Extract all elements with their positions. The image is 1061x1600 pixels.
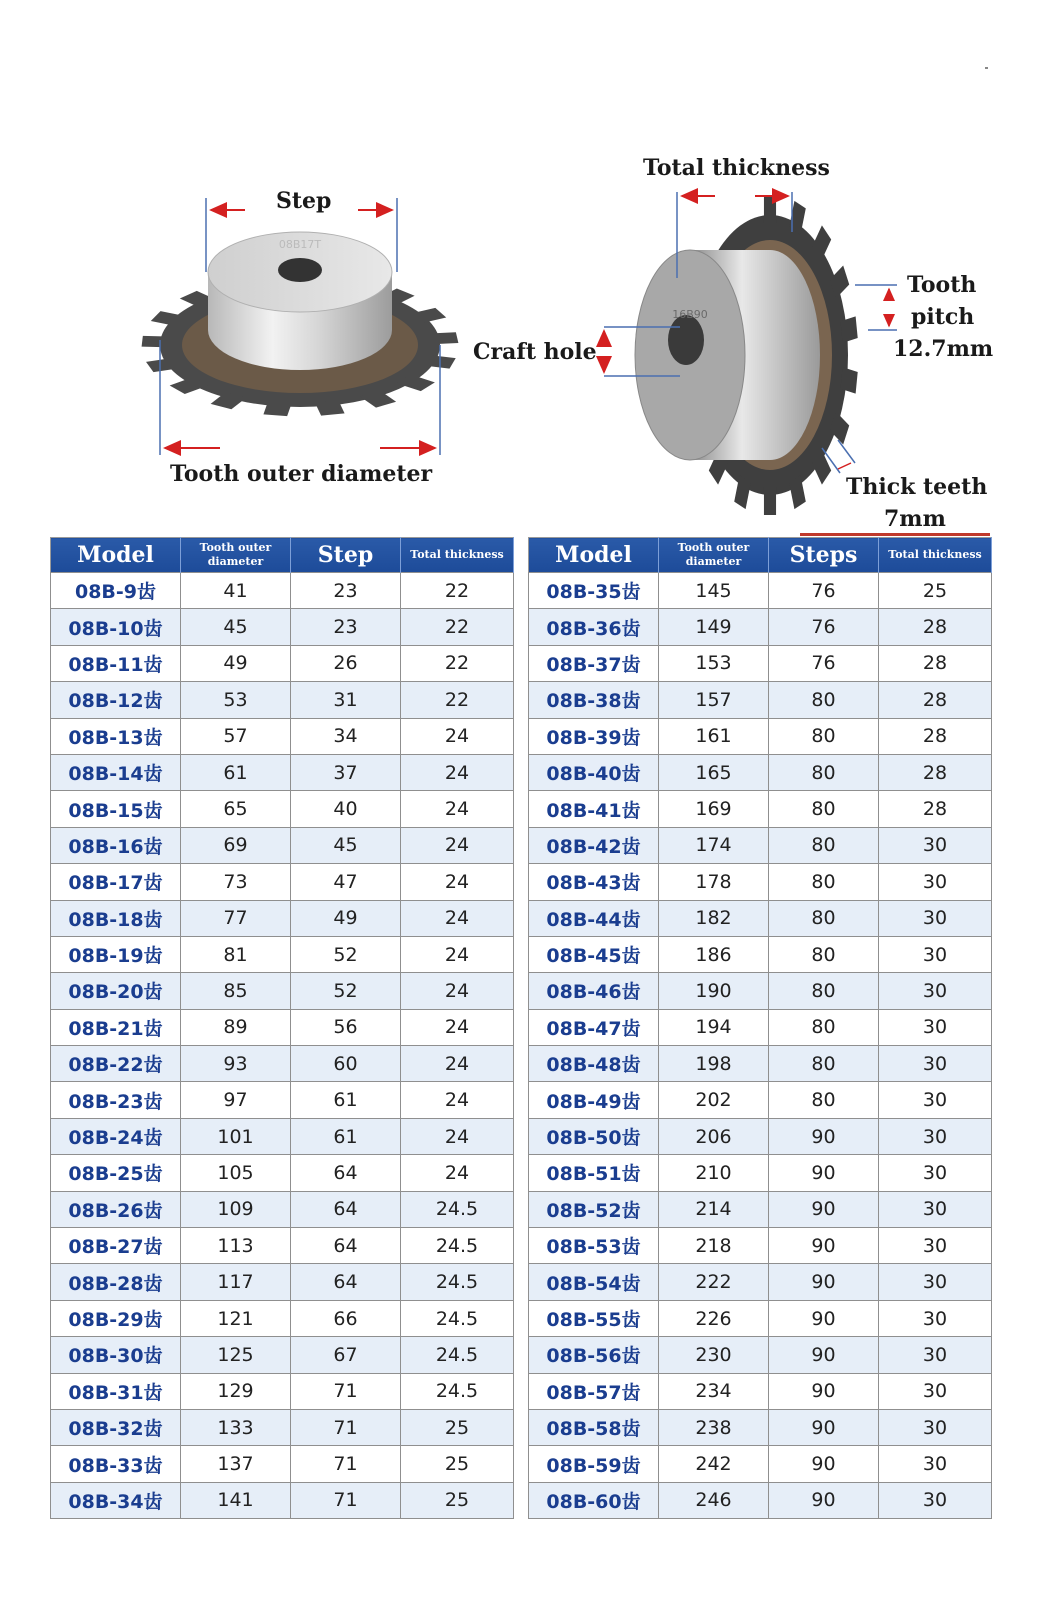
cell-total-thickness: 30 <box>879 1118 992 1154</box>
cell-model: 08B-33齿 <box>51 1446 181 1482</box>
cell-step: 80 <box>769 936 879 972</box>
cell-step: 60 <box>291 1046 401 1082</box>
cell-tooth-outer-diameter: 93 <box>181 1046 291 1082</box>
label-tooth-outer-diameter: Tooth outer diameter <box>170 461 433 487</box>
cell-tooth-outer-diameter: 161 <box>659 718 769 754</box>
cell-total-thickness: 30 <box>879 1264 992 1300</box>
cell-total-thickness: 24 <box>401 1082 514 1118</box>
cell-total-thickness: 30 <box>879 1373 992 1409</box>
table-row <box>529 827 992 863</box>
table-row <box>51 718 514 754</box>
cell-total-thickness: 30 <box>879 864 992 900</box>
cell-total-thickness: 24.5 <box>401 1191 514 1227</box>
cell-step: 23 <box>291 609 401 645</box>
cell-tooth-outer-diameter: 230 <box>659 1337 769 1373</box>
cell-tooth-outer-diameter: 210 <box>659 1155 769 1191</box>
table-header-row <box>51 538 514 573</box>
table-row <box>51 1009 514 1045</box>
cell-total-thickness: 28 <box>879 645 992 681</box>
table-row <box>529 1009 992 1045</box>
table-row <box>529 973 992 1009</box>
cell-step: 80 <box>769 827 879 863</box>
cell-total-thickness: 30 <box>879 1046 992 1082</box>
cell-tooth-outer-diameter: 242 <box>659 1446 769 1482</box>
table-row <box>529 864 992 900</box>
header-tooth-outer-diameter: Tooth outer diameter <box>181 538 291 573</box>
table-row <box>529 936 992 972</box>
cell-total-thickness: 30 <box>879 1155 992 1191</box>
cell-tooth-outer-diameter: 153 <box>659 645 769 681</box>
cell-total-thickness: 30 <box>879 900 992 936</box>
cell-total-thickness: 25 <box>401 1482 514 1518</box>
cell-step: 66 <box>291 1300 401 1336</box>
cell-model: 08B-39齿 <box>529 718 659 754</box>
cell-step: 80 <box>769 1009 879 1045</box>
header-total-thickness: Total thickness <box>879 538 992 573</box>
cell-model: 08B-28齿 <box>51 1264 181 1300</box>
table-row <box>51 754 514 790</box>
cell-step: 80 <box>769 682 879 718</box>
cell-model: 08B-20齿 <box>51 973 181 1009</box>
spec-table-left <box>50 537 514 1519</box>
cell-total-thickness: 25 <box>879 573 992 609</box>
cell-total-thickness: 24 <box>401 973 514 1009</box>
cell-model: 08B-23齿 <box>51 1082 181 1118</box>
cell-step: 90 <box>769 1373 879 1409</box>
table-row <box>51 1228 514 1264</box>
accent-rule <box>800 533 990 536</box>
cell-model: 08B-12齿 <box>51 682 181 718</box>
cell-step: 80 <box>769 1082 879 1118</box>
table-row <box>51 973 514 1009</box>
cell-total-thickness: 24 <box>401 1046 514 1082</box>
cell-total-thickness: 24 <box>401 936 514 972</box>
cell-tooth-outer-diameter: 226 <box>659 1300 769 1336</box>
cell-model: 08B-25齿 <box>51 1155 181 1191</box>
header-steps: Steps <box>769 538 879 573</box>
table-row <box>529 573 992 609</box>
cell-step: 23 <box>291 573 401 609</box>
cell-tooth-outer-diameter: 49 <box>181 645 291 681</box>
sprocket-diagram-area <box>0 0 1061 535</box>
label-tooth-pitch-line1: Tooth <box>907 272 977 298</box>
cell-step: 52 <box>291 936 401 972</box>
cell-step: 76 <box>769 609 879 645</box>
cell-model: 08B-57齿 <box>529 1373 659 1409</box>
cell-total-thickness: 24 <box>401 791 514 827</box>
cell-tooth-outer-diameter: 121 <box>181 1300 291 1336</box>
cell-tooth-outer-diameter: 53 <box>181 682 291 718</box>
cell-total-thickness: 30 <box>879 973 992 1009</box>
cell-model: 08B-51齿 <box>529 1155 659 1191</box>
table-row <box>51 1373 514 1409</box>
cell-total-thickness: 25 <box>401 1446 514 1482</box>
table-row <box>51 1409 514 1445</box>
cell-total-thickness: 22 <box>401 645 514 681</box>
cell-step: 90 <box>769 1264 879 1300</box>
sprocket-illustration <box>0 0 1061 535</box>
cell-step: 80 <box>769 1046 879 1082</box>
cell-total-thickness: 24 <box>401 1155 514 1191</box>
cell-model: 08B-10齿 <box>51 609 181 645</box>
thickness-marker-icon <box>838 463 851 469</box>
table-row <box>51 791 514 827</box>
cell-total-thickness: 30 <box>879 1300 992 1336</box>
cell-model: 08B-26齿 <box>51 1191 181 1227</box>
cell-model: 08B-13齿 <box>51 718 181 754</box>
cell-tooth-outer-diameter: 234 <box>659 1373 769 1409</box>
cell-tooth-outer-diameter: 73 <box>181 864 291 900</box>
cell-total-thickness: 24 <box>401 900 514 936</box>
cell-total-thickness: 24.5 <box>401 1264 514 1300</box>
cell-step: 80 <box>769 791 879 827</box>
cell-model: 08B-32齿 <box>51 1409 181 1445</box>
table-row <box>51 1264 514 1300</box>
cell-step: 80 <box>769 973 879 1009</box>
cell-tooth-outer-diameter: 178 <box>659 864 769 900</box>
cell-step: 76 <box>769 645 879 681</box>
cell-tooth-outer-diameter: 174 <box>659 827 769 863</box>
cell-total-thickness: 24.5 <box>401 1228 514 1264</box>
cell-tooth-outer-diameter: 65 <box>181 791 291 827</box>
cell-tooth-outer-diameter: 41 <box>181 573 291 609</box>
cell-model: 08B-56齿 <box>529 1337 659 1373</box>
cell-tooth-outer-diameter: 89 <box>181 1009 291 1045</box>
header-model: Model <box>529 538 659 573</box>
cell-model: 08B-34齿 <box>51 1482 181 1518</box>
cell-total-thickness: 30 <box>879 1482 992 1518</box>
cell-total-thickness: 30 <box>879 827 992 863</box>
cell-model: 08B-27齿 <box>51 1228 181 1264</box>
cell-tooth-outer-diameter: 133 <box>181 1409 291 1445</box>
label-thick-teeth: Thick teeth <box>846 474 988 500</box>
cell-model: 08B-15齿 <box>51 791 181 827</box>
cell-model: 08B-53齿 <box>529 1228 659 1264</box>
cell-step: 40 <box>291 791 401 827</box>
cell-model: 08B-49齿 <box>529 1082 659 1118</box>
cell-model: 08B-14齿 <box>51 754 181 790</box>
cell-step: 76 <box>769 573 879 609</box>
cell-total-thickness: 30 <box>879 1409 992 1445</box>
cell-model: 08B-50齿 <box>529 1118 659 1154</box>
table-row <box>51 900 514 936</box>
cell-total-thickness: 28 <box>879 682 992 718</box>
cell-total-thickness: 28 <box>879 754 992 790</box>
cell-tooth-outer-diameter: 145 <box>659 573 769 609</box>
cell-total-thickness: 24 <box>401 864 514 900</box>
label-total-thickness: Total thickness <box>643 155 830 181</box>
table-row <box>529 1300 992 1336</box>
cell-tooth-outer-diameter: 190 <box>659 973 769 1009</box>
cell-step: 71 <box>291 1373 401 1409</box>
cell-total-thickness: 30 <box>879 936 992 972</box>
table-row <box>51 1300 514 1336</box>
cell-tooth-outer-diameter: 186 <box>659 936 769 972</box>
cell-total-thickness: 24.5 <box>401 1373 514 1409</box>
cell-model: 08B-30齿 <box>51 1337 181 1373</box>
table-row <box>51 645 514 681</box>
cell-model: 08B-24齿 <box>51 1118 181 1154</box>
cell-tooth-outer-diameter: 169 <box>659 791 769 827</box>
table-row <box>529 645 992 681</box>
cell-model: 08B-21齿 <box>51 1009 181 1045</box>
cell-model: 08B-60齿 <box>529 1482 659 1518</box>
cell-tooth-outer-diameter: 101 <box>181 1118 291 1154</box>
cell-total-thickness: 25 <box>401 1409 514 1445</box>
table-row <box>51 682 514 718</box>
cell-tooth-outer-diameter: 125 <box>181 1337 291 1373</box>
cell-model: 08B-22齿 <box>51 1046 181 1082</box>
cell-tooth-outer-diameter: 202 <box>659 1082 769 1118</box>
cell-step: 90 <box>769 1228 879 1264</box>
cell-model: 08B-47齿 <box>529 1009 659 1045</box>
cell-step: 71 <box>291 1409 401 1445</box>
cell-model: 08B-46齿 <box>529 973 659 1009</box>
cell-step: 90 <box>769 1191 879 1227</box>
cell-tooth-outer-diameter: 206 <box>659 1118 769 1154</box>
label-step: Step <box>276 188 332 214</box>
cell-tooth-outer-diameter: 165 <box>659 754 769 790</box>
cell-step: 71 <box>291 1482 401 1518</box>
cell-step: 90 <box>769 1155 879 1191</box>
spec-table-right <box>528 537 992 1519</box>
cell-model: 08B-38齿 <box>529 682 659 718</box>
cell-step: 71 <box>291 1446 401 1482</box>
cell-step: 61 <box>291 1118 401 1154</box>
cell-tooth-outer-diameter: 77 <box>181 900 291 936</box>
table-row <box>529 791 992 827</box>
table-row <box>529 1118 992 1154</box>
cell-tooth-outer-diameter: 85 <box>181 973 291 1009</box>
table-row <box>51 609 514 645</box>
cell-total-thickness: 28 <box>879 718 992 754</box>
table-row <box>529 1191 992 1227</box>
table-row <box>529 1373 992 1409</box>
cell-total-thickness: 24 <box>401 1118 514 1154</box>
cell-total-thickness: 24.5 <box>401 1300 514 1336</box>
header-step: Step <box>291 538 401 573</box>
cell-model: 08B-40齿 <box>529 754 659 790</box>
table-row <box>529 1082 992 1118</box>
label-thick-teeth-value: 7mm <box>884 506 946 532</box>
cell-step: 90 <box>769 1337 879 1373</box>
cell-tooth-outer-diameter: 222 <box>659 1264 769 1300</box>
cell-step: 64 <box>291 1155 401 1191</box>
cell-model: 08B-54齿 <box>529 1264 659 1300</box>
cell-step: 47 <box>291 864 401 900</box>
left-sprocket <box>142 198 459 455</box>
cell-tooth-outer-diameter: 45 <box>181 609 291 645</box>
header-tooth-outer-diameter: Tooth outer diameter <box>659 538 769 573</box>
cell-step: 80 <box>769 754 879 790</box>
cell-total-thickness: 30 <box>879 1191 992 1227</box>
cell-tooth-outer-diameter: 194 <box>659 1009 769 1045</box>
table-row <box>51 864 514 900</box>
cell-step: 90 <box>769 1118 879 1154</box>
cell-model: 08B-16齿 <box>51 827 181 863</box>
header-total-thickness: Total thickness <box>401 538 514 573</box>
table-row <box>51 1446 514 1482</box>
table-row <box>529 1409 992 1445</box>
table-row <box>51 573 514 609</box>
cell-step: 34 <box>291 718 401 754</box>
cell-total-thickness: 30 <box>879 1009 992 1045</box>
cell-tooth-outer-diameter: 246 <box>659 1482 769 1518</box>
cell-step: 67 <box>291 1337 401 1373</box>
cell-model: 08B-37齿 <box>529 645 659 681</box>
cell-step: 80 <box>769 864 879 900</box>
cell-total-thickness: 24 <box>401 718 514 754</box>
table-row <box>529 900 992 936</box>
cell-tooth-outer-diameter: 69 <box>181 827 291 863</box>
cell-step: 90 <box>769 1409 879 1445</box>
cell-tooth-outer-diameter: 238 <box>659 1409 769 1445</box>
cell-total-thickness: 30 <box>879 1082 992 1118</box>
cell-total-thickness: 24 <box>401 754 514 790</box>
cell-model: 08B-52齿 <box>529 1191 659 1227</box>
cell-step: 37 <box>291 754 401 790</box>
cell-tooth-outer-diameter: 137 <box>181 1446 291 1482</box>
cell-total-thickness: 24.5 <box>401 1337 514 1373</box>
table-row <box>529 1155 992 1191</box>
table-row <box>51 1482 514 1518</box>
cell-tooth-outer-diameter: 198 <box>659 1046 769 1082</box>
cell-step: 90 <box>769 1446 879 1482</box>
cell-model: 08B-31齿 <box>51 1373 181 1409</box>
cell-tooth-outer-diameter: 61 <box>181 754 291 790</box>
cell-tooth-outer-diameter: 105 <box>181 1155 291 1191</box>
cell-tooth-outer-diameter: 218 <box>659 1228 769 1264</box>
table-row <box>51 1191 514 1227</box>
cell-model: 08B-55齿 <box>529 1300 659 1336</box>
right-sprocket <box>604 192 897 515</box>
cell-tooth-outer-diameter: 214 <box>659 1191 769 1227</box>
cell-tooth-outer-diameter: 157 <box>659 682 769 718</box>
cell-step: 61 <box>291 1082 401 1118</box>
cell-step: 90 <box>769 1300 879 1336</box>
table-header-row <box>529 538 992 573</box>
cell-total-thickness: 30 <box>879 1337 992 1373</box>
cell-step: 49 <box>291 900 401 936</box>
cell-step: 45 <box>291 827 401 863</box>
cell-model: 08B-58齿 <box>529 1409 659 1445</box>
cell-tooth-outer-diameter: 113 <box>181 1228 291 1264</box>
cell-model: 08B-42齿 <box>529 827 659 863</box>
cell-model: 08B-43齿 <box>529 864 659 900</box>
cell-tooth-outer-diameter: 81 <box>181 936 291 972</box>
table-row <box>529 754 992 790</box>
table-row <box>529 1482 992 1518</box>
table-row <box>51 1046 514 1082</box>
table-body-left <box>51 573 514 1519</box>
label-tooth-pitch-value: 12.7mm <box>893 336 994 362</box>
cell-total-thickness: 22 <box>401 682 514 718</box>
cell-step: 52 <box>291 973 401 1009</box>
cell-step: 80 <box>769 900 879 936</box>
cell-model: 08B-29齿 <box>51 1300 181 1336</box>
cell-step: 64 <box>291 1191 401 1227</box>
cell-model: 08B-45齿 <box>529 936 659 972</box>
table-row <box>51 936 514 972</box>
cell-step: 56 <box>291 1009 401 1045</box>
cell-tooth-outer-diameter: 141 <box>181 1482 291 1518</box>
cell-model: 08B-19齿 <box>51 936 181 972</box>
label-craft-hole: Craft hole <box>473 339 597 365</box>
cell-model: 08B-59齿 <box>529 1446 659 1482</box>
cell-total-thickness: 28 <box>879 609 992 645</box>
cell-step: 64 <box>291 1264 401 1300</box>
cell-model: 08B-9齿 <box>51 573 181 609</box>
cell-total-thickness: 30 <box>879 1446 992 1482</box>
cell-total-thickness: 28 <box>879 791 992 827</box>
cell-step: 64 <box>291 1228 401 1264</box>
cell-model: 08B-18齿 <box>51 900 181 936</box>
cell-step: 26 <box>291 645 401 681</box>
cell-tooth-outer-diameter: 129 <box>181 1373 291 1409</box>
cell-tooth-outer-diameter: 149 <box>659 609 769 645</box>
engraving-text: 16B90 <box>672 308 708 321</box>
cell-tooth-outer-diameter: 182 <box>659 900 769 936</box>
table-row <box>51 1337 514 1373</box>
cell-total-thickness: 22 <box>401 573 514 609</box>
cell-tooth-outer-diameter: 109 <box>181 1191 291 1227</box>
cell-total-thickness: 30 <box>879 1228 992 1264</box>
table-row <box>529 1446 992 1482</box>
header-model: Model <box>51 538 181 573</box>
table-row <box>529 1337 992 1373</box>
spec-tables <box>50 537 990 1519</box>
cell-tooth-outer-diameter: 117 <box>181 1264 291 1300</box>
table-row <box>51 1118 514 1154</box>
cell-model: 08B-17齿 <box>51 864 181 900</box>
table-row <box>529 682 992 718</box>
cell-model: 08B-48齿 <box>529 1046 659 1082</box>
table-row <box>51 1082 514 1118</box>
cell-model: 08B-41齿 <box>529 791 659 827</box>
cell-step: 80 <box>769 718 879 754</box>
cell-total-thickness: 24 <box>401 827 514 863</box>
table-row <box>529 1228 992 1264</box>
cell-tooth-outer-diameter: 57 <box>181 718 291 754</box>
cell-model: 08B-35齿 <box>529 573 659 609</box>
cell-step: 31 <box>291 682 401 718</box>
table-row <box>529 609 992 645</box>
table-row <box>51 1155 514 1191</box>
table-row <box>529 1046 992 1082</box>
cell-model: 08B-44齿 <box>529 900 659 936</box>
table-row <box>51 827 514 863</box>
cell-step: 90 <box>769 1482 879 1518</box>
cell-model: 08B-11齿 <box>51 645 181 681</box>
cell-total-thickness: 22 <box>401 609 514 645</box>
table-row <box>529 718 992 754</box>
table-row <box>529 1264 992 1300</box>
cell-total-thickness: 24 <box>401 1009 514 1045</box>
engraving-text: 08B17T <box>278 238 322 251</box>
cell-model: 08B-36齿 <box>529 609 659 645</box>
cell-tooth-outer-diameter: 97 <box>181 1082 291 1118</box>
table-body-right <box>529 573 992 1519</box>
label-tooth-pitch-line2: pitch <box>911 304 975 330</box>
